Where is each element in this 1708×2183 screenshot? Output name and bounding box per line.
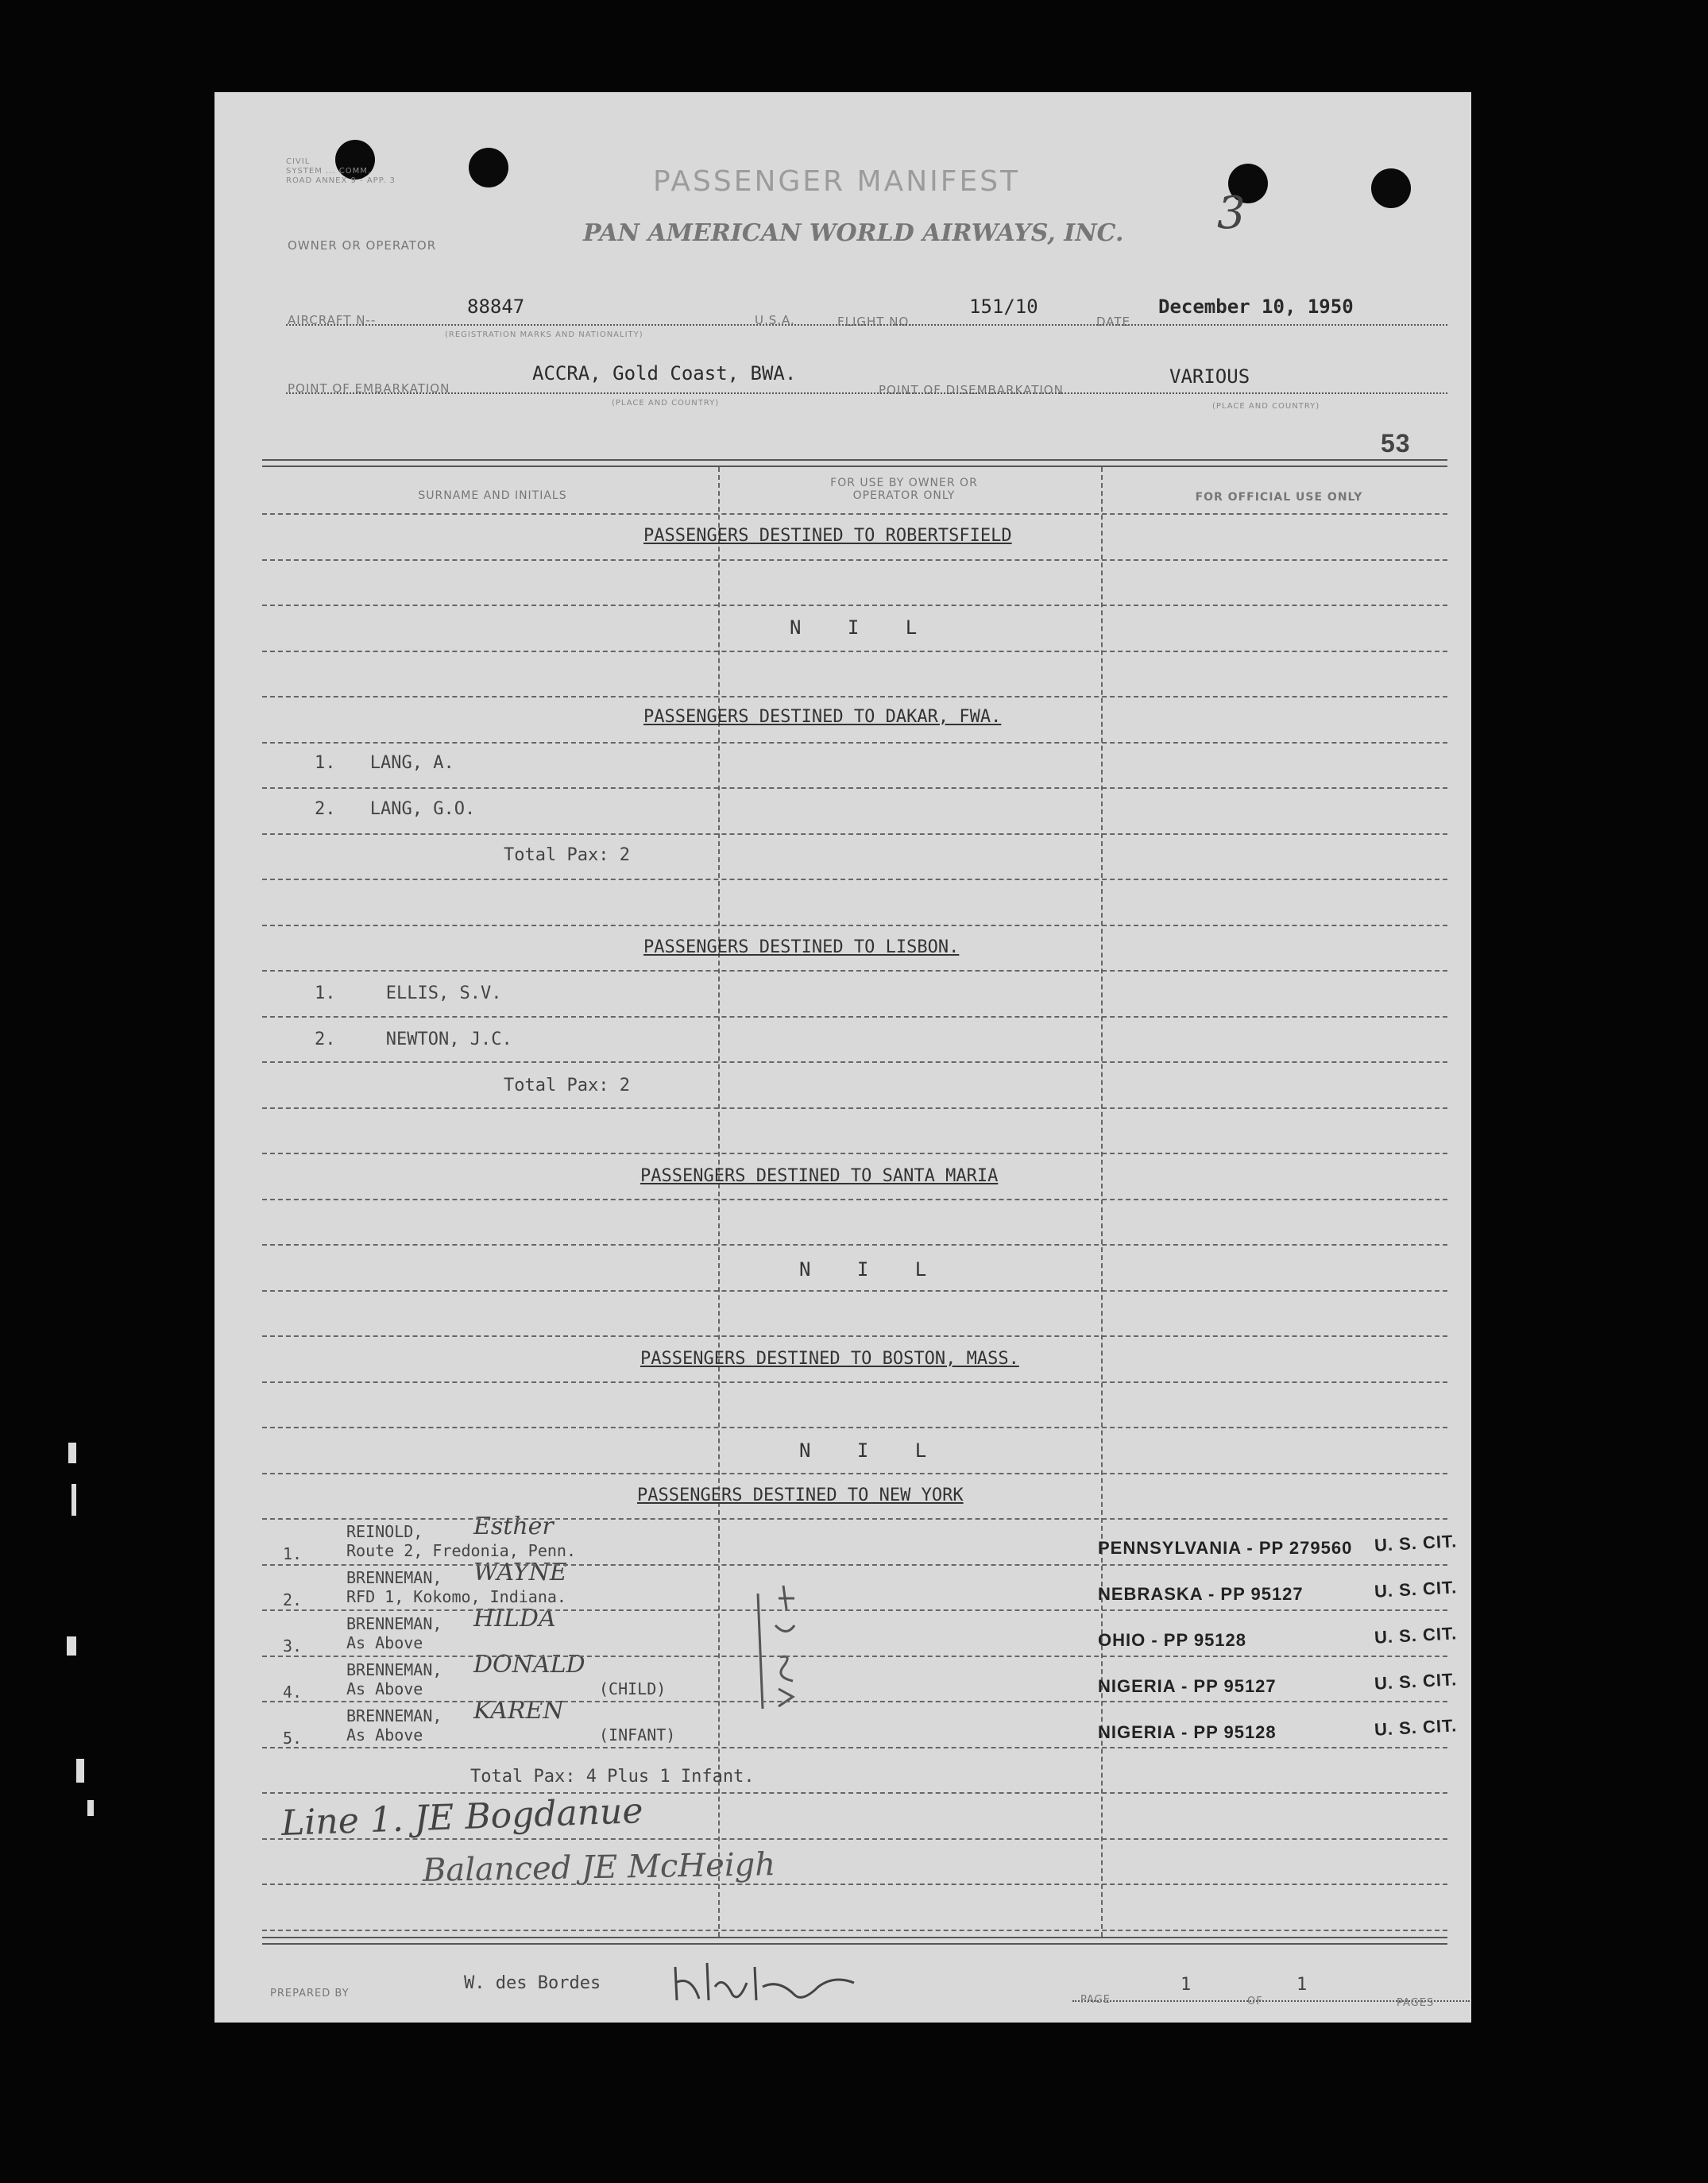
manifest-page [214,92,1471,2023]
flight-label: FLIGHT NO. [837,315,914,329]
embark-value: ACCRA, Gold Coast, BWA. [532,362,797,384]
disembark-value: VARIOUS [1169,365,1250,388]
section-new-york: PASSENGERS DESTINED TO NEW YORK [637,1486,964,1505]
ruled-line [262,1199,1447,1200]
item-number: 1. [283,1544,303,1563]
ruled-line [262,1701,1447,1702]
preparer-signature [667,1951,858,2010]
citizenship-stamp: U. S. CIT. [1374,1623,1458,1648]
passenger-surname: BRENNEMAN, [346,1614,442,1633]
ruled-line [262,1290,1447,1292]
item-name: NEWTON, J.C. [385,1030,512,1049]
official-entry: NIGERIA - PP 95128 [1098,1722,1277,1742]
of-value: 1 [1296,1975,1308,1995]
date-label: DATE [1096,315,1131,329]
item-number: 2. [283,1590,303,1609]
item-name: LANG, G.O. [369,799,476,819]
corner-note-line: SYSTEM ... COMM. [286,167,372,176]
place-caption: (PLACE AND COUNTRY) [612,399,720,408]
table-row [214,1651,1471,1706]
page-label: PAGE [1080,1994,1111,2006]
passenger-address: As Above [346,1633,423,1652]
handwritten-tally [752,1578,815,1716]
official-entry: OHIO - PP 95128 [1098,1630,1247,1650]
ruled-line [262,1564,1447,1566]
ruled-line [262,879,1447,880]
item-name: LANG, A. [369,753,454,773]
ruled-line [262,1930,1447,1931]
ruled-line [262,1609,1447,1611]
ruled-line [262,1792,1447,1794]
passenger-address: As Above [346,1725,423,1744]
film-speck [76,1759,84,1783]
list-item [315,799,475,819]
passenger-address: Route 2, Fredonia, Penn. [346,1541,576,1560]
section-dakar: PASSENGERS DESTINED TO DAKAR, FWA. [643,707,1002,727]
ruled-line [262,1518,1447,1520]
passenger-address: As Above [346,1679,423,1698]
ruled-line [262,970,1447,972]
table-row [214,1559,1471,1614]
list-item [315,983,501,1003]
aircraft-label: AIRCRAFT N-- [288,313,377,327]
disembark-caption: (PLACE AND COUNTRY) [1212,402,1320,411]
ruled-line [262,925,1447,926]
punch-hole [469,148,508,187]
ruled-line [262,1884,1447,1885]
date-value: December 10, 1950 [1158,296,1354,318]
aircraft-value: 88847 [467,296,525,318]
column-header-official: FOR OFFICIAL USE ONLY [1195,491,1363,504]
citizenship-stamp: U. S. CIT. [1374,1531,1458,1555]
passenger-surname: BRENNEMAN, [346,1568,442,1587]
film-speck [68,1443,76,1463]
ruled-line [262,1381,1447,1383]
table-row [214,1605,1471,1660]
page-number-stamp: 53 [1381,429,1411,458]
embark-label: POINT OF EMBARKATION [288,381,450,396]
handwritten-number: 3 [1217,187,1246,239]
citizenship-stamp: U. S. CIT. [1374,1577,1458,1602]
divider [286,324,1447,326]
passenger-surname: BRENNEMAN, [346,1706,442,1725]
ruled-line [262,833,1447,835]
passenger-given-name: WAYNE [473,1559,567,1586]
airline-name: PAN AMERICAN WORLD AIRWAYS, INC. [583,219,1124,247]
total-pax: Total Pax: 2 [504,1076,630,1095]
citizenship-stamp: U. S. CIT. [1374,1715,1458,1740]
ruled-line [262,1838,1447,1840]
item-number: 3. [283,1636,303,1656]
pages-label: PAGES [1397,1997,1435,2009]
table-row [214,1513,1471,1568]
corner-note-line: ROAD ANNEX 9 - APP. 3 [286,176,396,185]
passenger-note: (CHILD) [599,1679,667,1698]
column-header-owner: FOR USE BY OWNER OR OPERATOR ONLY [830,477,978,502]
usa-label: U.S.A. [755,313,795,327]
corner-note-line: CIVIL [286,157,311,166]
item-number: 1. [315,983,336,1003]
list-item [315,1030,512,1049]
of-label: OF [1247,1996,1263,2007]
film-speck [67,1636,76,1656]
ruled-line [262,1153,1447,1154]
page-title: PASSENGER MANIFEST [653,165,1021,198]
ruled-line [262,1747,1447,1748]
ruled-line [262,742,1447,744]
ruled-line [262,1107,1447,1109]
passenger-given-name: DONALD [473,1651,585,1679]
divider [286,392,1447,394]
punch-hole [1371,168,1411,208]
tally-marks [752,1578,815,1713]
ruled-line [262,1016,1447,1018]
passenger-surname: BRENNEMAN, [346,1660,442,1679]
passenger-note: (INFANT) [599,1725,676,1744]
section-robertsfield: PASSENGERS DESTINED TO ROBERTSFIELD [643,526,1012,546]
section-boston: PASSENGERS DESTINED TO BOSTON, MASS. [640,1349,1019,1369]
ruled-line [262,1335,1447,1337]
official-entry: PENNSYLVANIA - PP 279560 [1098,1538,1353,1558]
section-lisbon: PASSENGERS DESTINED TO LISBON. [643,937,960,957]
table-top-rule [262,466,1447,467]
item-number: 1. [315,753,336,773]
official-entry: NIGERIA - PP 95127 [1098,1676,1277,1696]
section-santa-maria: PASSENGERS DESTINED TO SANTA MARIA [640,1166,999,1186]
prepared-label: PREPARED BY [270,1988,350,1999]
nil-boston: N I L [799,1439,945,1462]
ruled-line [262,787,1447,789]
flight-value: 151/10 [969,296,1038,318]
citizenship-stamp: U. S. CIT. [1374,1669,1458,1694]
list-item [315,753,454,773]
nil-santa-maria: N I L [799,1258,945,1281]
ruled-line [262,605,1447,606]
item-number: 2. [315,799,336,819]
passenger-address: RFD 1, Kokomo, Indiana. [346,1587,566,1606]
film-speck [71,1484,76,1516]
ruled-line [262,651,1447,652]
bottom-rule [262,1943,1447,1945]
total-pax: Total Pax: 2 [504,845,630,865]
owner-label: OWNER OR OPERATOR [288,238,437,253]
signature-scribble [667,1951,858,2007]
passenger-given-name: KAREN [473,1697,564,1725]
registration-caption: (REGISTRATION MARKS AND NATIONALITY) [445,330,643,339]
table-top-rule [262,459,1447,461]
passenger-given-name: Esther [473,1513,554,1540]
table-row [214,1697,1471,1752]
total-pax: Total Pax: 4 Plus 1 Infant. [470,1767,755,1787]
nil-robertsfield: N I L [790,616,935,639]
ruled-line [262,1244,1447,1246]
disembark-label: POINT OF DISEMBARKATION [879,383,1064,397]
ruled-line [262,1473,1447,1474]
column-header-names: SURNAME AND INITIALS [418,489,567,502]
ruled-line [262,696,1447,697]
ruled-line [262,559,1447,561]
signature-line1: Line 1. JE Bogdanue [280,1791,644,1844]
passenger-surname: REINOLD, [346,1522,423,1541]
ruled-line [262,1061,1447,1063]
ruled-line [262,1656,1447,1657]
ruled-line [262,1427,1447,1428]
ruled-line [262,513,1447,515]
page-value: 1 [1181,1975,1192,1995]
item-number: 5. [283,1729,303,1748]
prepared-value: W. des Bordes [464,1973,601,1993]
bottom-rule [262,1937,1447,1938]
corner-note [286,157,396,186]
signature-line2: Balanced JE McHeigh [422,1846,776,1889]
item-name: ELLIS, S.V. [385,983,502,1003]
film-speck [87,1800,94,1816]
item-number: 4. [283,1683,303,1702]
item-number: 2. [315,1030,336,1049]
passenger-given-name: HILDA [473,1605,556,1632]
official-entry: NEBRASKA - PP 95127 [1098,1584,1304,1604]
